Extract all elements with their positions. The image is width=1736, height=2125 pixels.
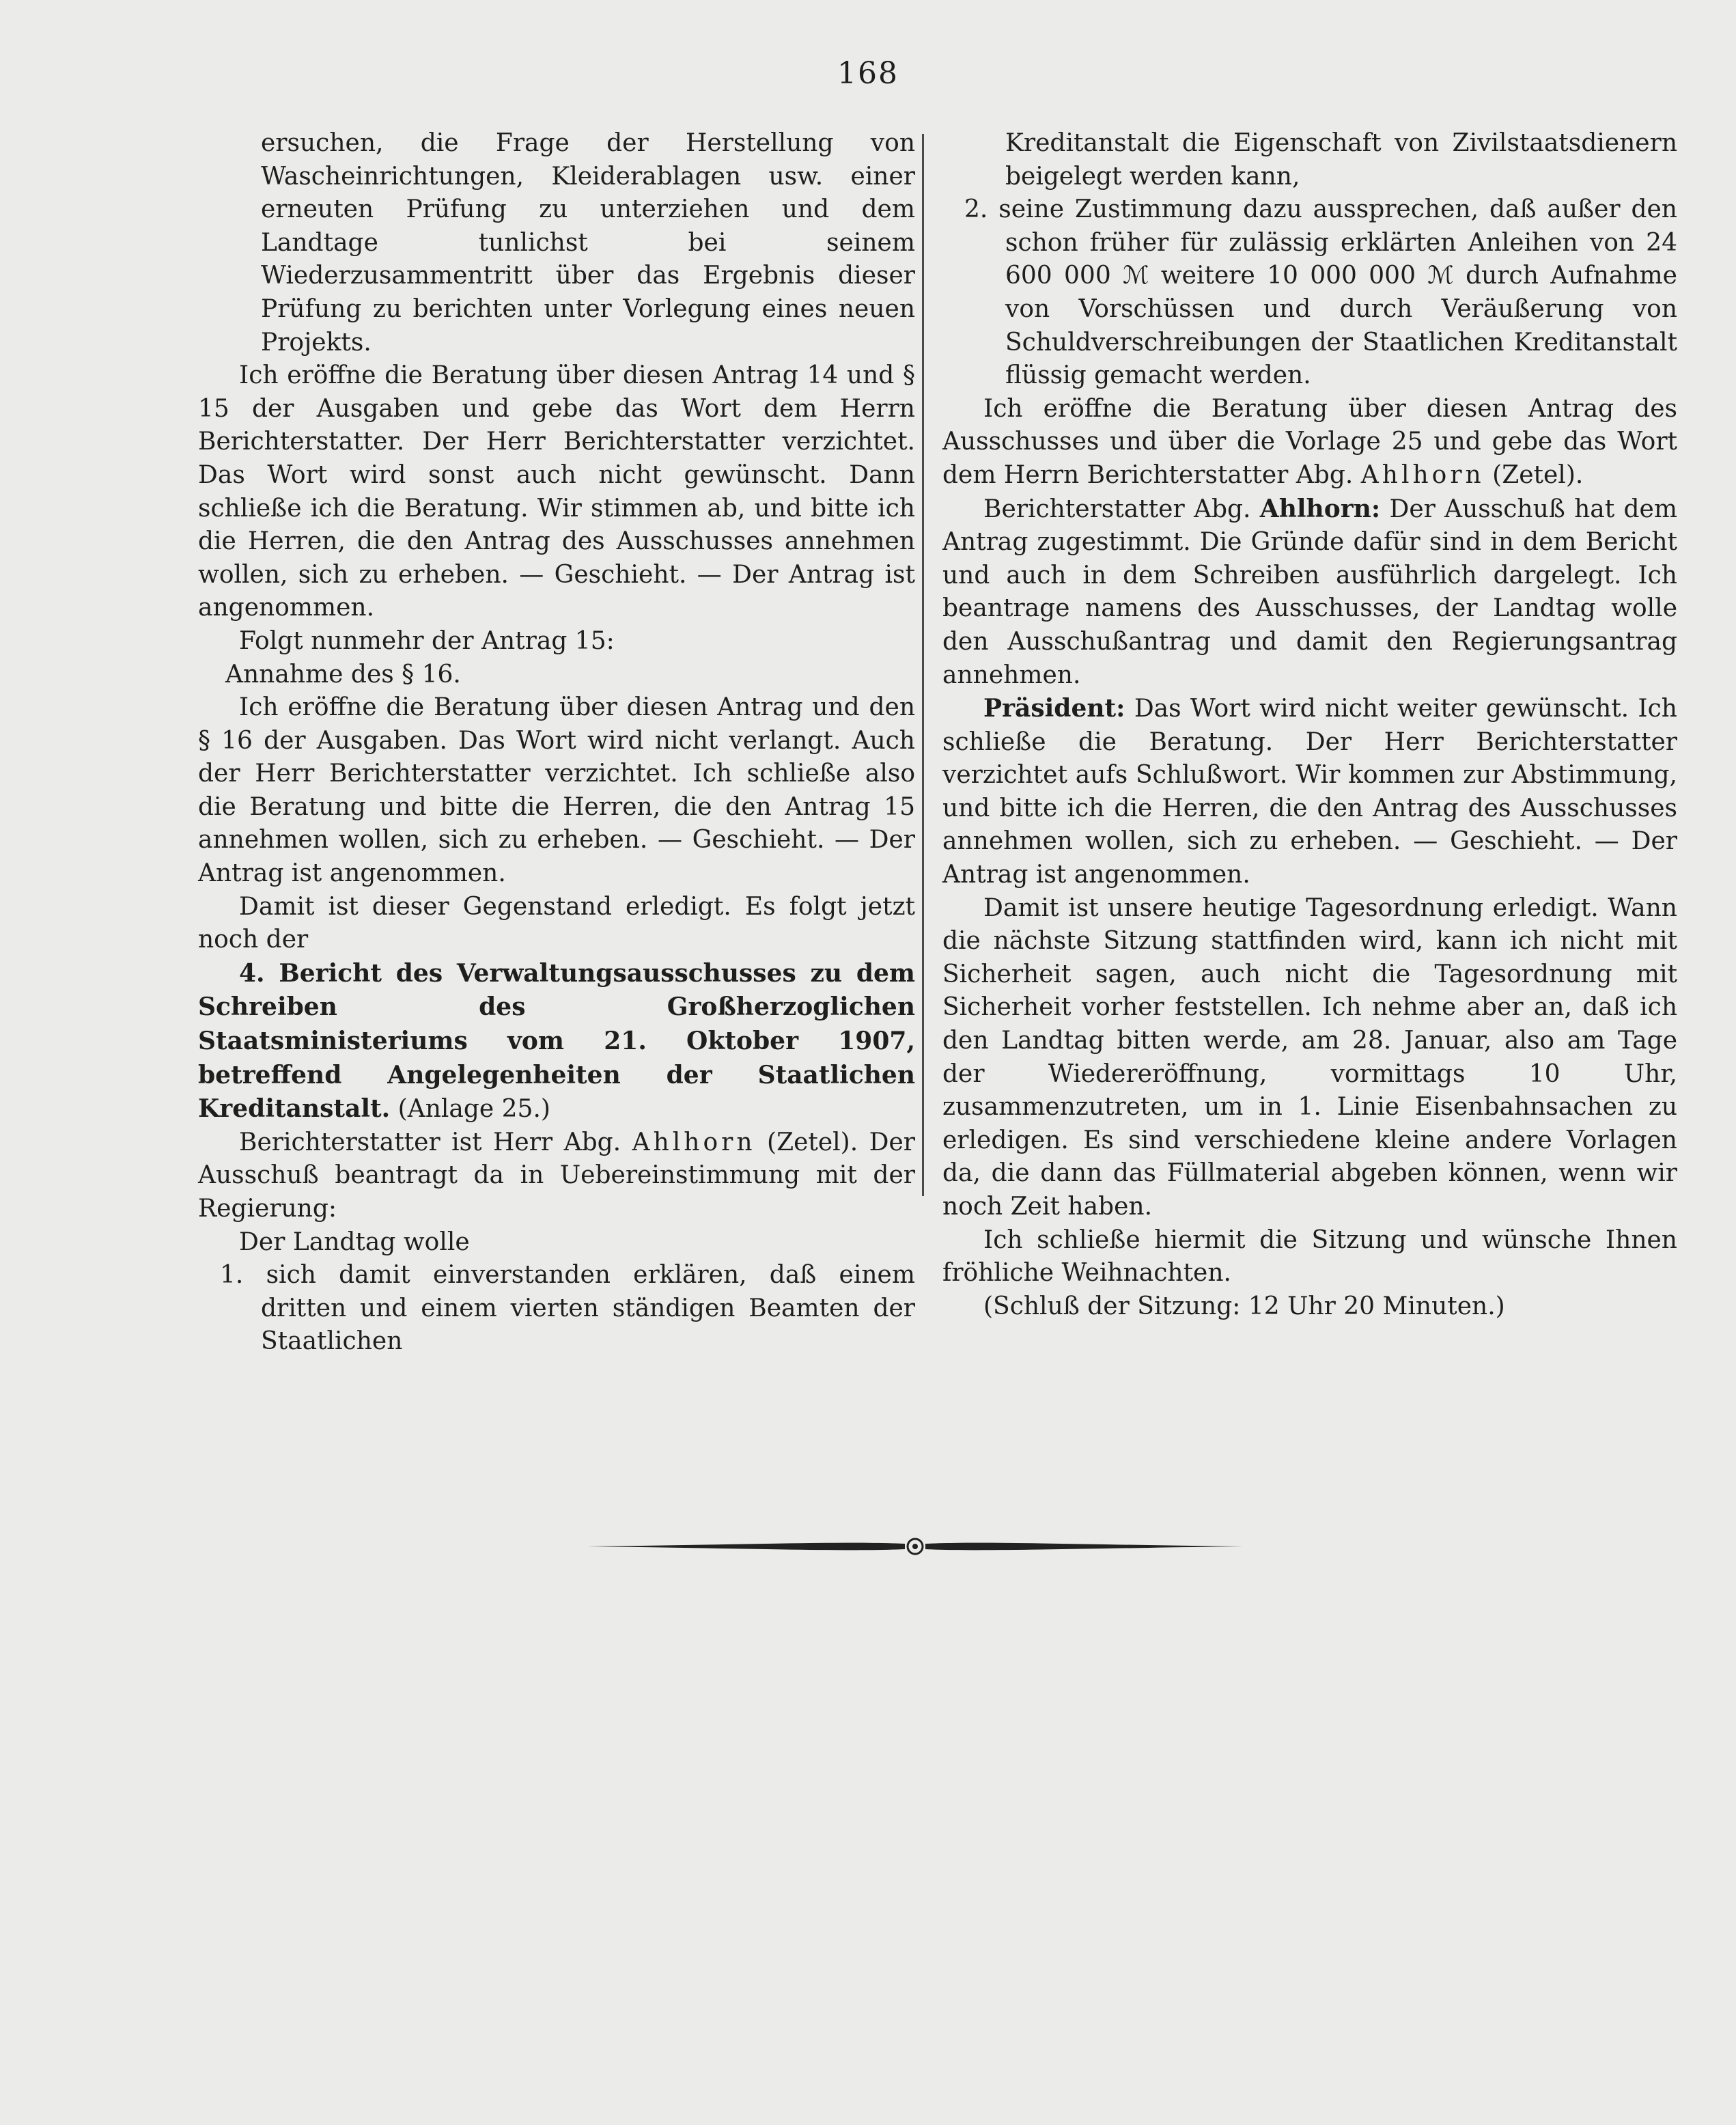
text-fragment: Ich eröffne die Beratung über diesen Antrag des Ausschusses und über die Vorlage 25 und gebe das Wort dem Herrn Berichterstatter Abg. [942, 394, 1677, 489]
text-fragment: (Zetel). Der Ausschuß beantragt da in Uebereinstimmung mit der Regierung: [198, 1128, 915, 1223]
page-number: 168 [837, 56, 899, 91]
paragraph: Ich eröffne die Beratung über diesen Antrag 14 und § 15 der Ausgaben und gebe das Wort dem Herrn Berichterstatter. Der Herr Berichterstatter verzichtet. Das Wort wird sonst auch nicht gewünscht. Dann schließe ich die Beratung. Wir stimmen ab, und bitte ich die Herren, die den Antrag des Ausschusses annehmen wollen, sich zu erheben. — Geschieht. — Der Antrag ist angenommen. [198, 361, 915, 622]
paragraph [198, 1126, 915, 1226]
motion-item [942, 193, 1677, 393]
agenda-item-heading [198, 957, 915, 1126]
speaker-name: Ahlhorn [1360, 460, 1485, 489]
item-text: sich damit einverstanden erklären, daß einem dritten und einem vierten ständigen Beamten der Staatlichen [261, 1261, 915, 1356]
ornament-rule [587, 1533, 1243, 1560]
text-fragment: Das Wort wird nicht weiter gewünscht. Ich schließe die Beratung. Der Herr Berichterstatter verzichtet aufs Schlußwort. Wir kommen zur Abstimmung, und bitte ich die Herren, die den Antrag des Ausschusses annehmen wollen, sich zu erheben. — Geschieht. — Der Antrag ist angenommen. [942, 695, 1677, 889]
motion-item [198, 1259, 915, 1359]
item-text: seine Zustimmung dazu aussprechen, daß außer den schon früher für zulässig erklärten Anleihen von 24 600 000 ℳ weitere 10 000 000 ℳ durch Aufnahme von Vorschüssen und durch Veräußerung von Schuldverschreibungen der Staatlichen Kreditanstalt flüssig gemacht werden. [998, 195, 1677, 390]
motion-text-continued: Kreditanstalt die Eigenschaft von Zivilstaatsdienern beigelegt werden kann, [1005, 129, 1677, 191]
paragraph [942, 393, 1677, 492]
paragraph: Damit ist unsere heutige Tagesordnung erledigt. Wann die nächste Sitzung stattfinden wird, kann ich nicht mit Sicherheit sagen, auch nicht die Tagesordnung mit Sicherheit vorher feststellen. Ich nehme aber an, daß ich den Landtag bitten werde, am 28. Januar, also am Tage der Wiedereröffnung, vormittags 10 Uhr, zusammenzutreten, um in 1. Linie Eisenbahnsachen zu erledigen. Es sind verschiedene kleine andere Vorlagen da, die dann das Füllmaterial abgeben können, wenn wir noch Zeit haben. [942, 893, 1677, 1221]
speaker-name: Ahlhorn [632, 1128, 756, 1156]
session-end-note: (Schluß der Sitzung: 12 Uhr 20 Minuten.) [983, 1292, 1505, 1320]
paragraph [942, 692, 1677, 892]
item-number: 1. [220, 1261, 244, 1290]
text-fragment: Berichterstatter ist Herr Abg. [239, 1128, 621, 1156]
motion-text-continued: ersuchen, die Frage der Herstellung von Wascheinrichtungen, Kleiderablagen usw. einer erneuten Prüfung zu unterziehen und dem Landtage tunlichst bei seinem Wiederzusammentritt über das Ergebnis dieser Prüfung zu berichten unter Vorlegung eines neuen Projekts. [261, 129, 915, 357]
paragraph: Ich eröffne die Beratung über diesen Antrag und den § 16 der Ausgaben. Das Wort wird nicht verlangt. Auch der Herr Berichterstatter verzichtet. Ich schließe also die Beratung und bitte die Herren, die den Antrag 15 annehmen wollen, sich zu erheben. — Geschieht. — Der Antrag ist angenommen. [198, 693, 915, 888]
column-divider [922, 134, 924, 1196]
item-number: 2. [964, 195, 988, 224]
paragraph: Folgt nunmehr der Antrag 15: [239, 626, 615, 655]
text-fragment: (Zetel). [1492, 460, 1584, 489]
speaker-name: Ahlhorn: [1259, 494, 1381, 523]
paragraph: Ich schließe hiermit die Sitzung und wünsche Ihnen fröhliche Weihnachten. [942, 1225, 1677, 1288]
right-column [942, 127, 1677, 1323]
agenda-heading-annex: (Anlage 25.) [397, 1095, 550, 1124]
paragraph: Der Landtag wolle [239, 1227, 470, 1256]
text-fragment: Der Ausschuß hat dem Antrag zugestimmt. Die Gründe dafür sind in dem Bericht und auch in dem Schreiben ausführlich dargelegt. Ich beantrage namens des Ausschusses, der Landtag wolle den Ausschußantrag und damit den Regierungsantrag annehmen. [942, 495, 1677, 689]
paragraph: Damit ist dieser Gegenstand erledigt. Es folgt jetzt noch der [198, 892, 915, 954]
paragraph [942, 492, 1677, 693]
agenda-heading-text: 4. Bericht des Verwaltungsausschusses zu dem Schreiben des Großherzoglichen Staatsministeriums vom 21. Oktober 1907, betreffend Angelegenheiten der Staatlichen Kreditanstalt. [198, 958, 915, 1124]
speaker-name: Präsident: [983, 694, 1125, 723]
text-fragment: Berichterstatter Abg. [983, 495, 1251, 523]
motion-text: Annahme des § 16. [225, 660, 461, 689]
left-column [198, 127, 915, 1359]
